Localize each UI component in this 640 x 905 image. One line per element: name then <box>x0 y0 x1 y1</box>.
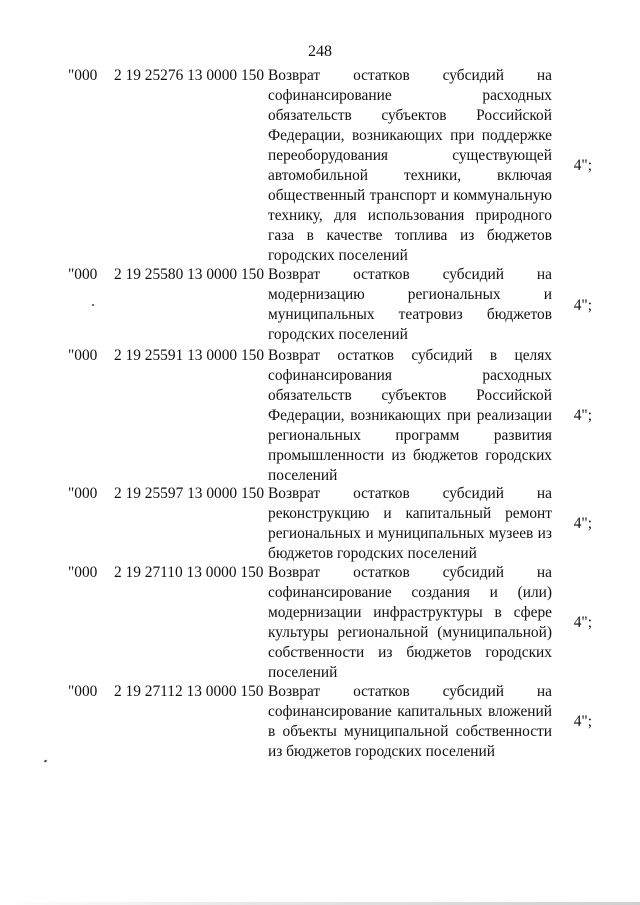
table-row <box>0 484 640 563</box>
row-amount: 4"; <box>573 713 592 730</box>
table-row <box>0 66 640 265</box>
row-prefix: "000 <box>68 347 98 364</box>
row-description: Возврат остатков субсидий на софинансирование капитальных вложений в объекты муниципальной собственности из бюджетов городских поселений <box>268 683 552 760</box>
budget-code: 2 19 27112 13 0000 150 <box>114 683 264 700</box>
row-prefix: "000 <box>68 67 98 84</box>
row-amount: 4"; <box>573 296 592 314</box>
row-description: Возврат остатков субсидий на софинансирование создания и (или) модернизации инфраструктуры в сфере культуры региональной (муниципальной) собственности из бюджетов городских поселений <box>268 564 552 681</box>
row-description: Возврат остатков субсидий на софинансирование расходных обязательств субъектов Российской Федерации, возникающих при поддержке переоборудования существующей автомобильной техники, включая общественный транспорт и коммунальную технику, для использования природного газа в качестве топлива из бюджетов городских поселений <box>268 67 552 264</box>
budget-code: 2 19 25597 13 0000 150 <box>114 485 265 502</box>
budget-code: 2 19 25580 13 0000 150 <box>114 266 265 283</box>
row-description: Возврат остатков субсидий в целях софинансирования расходных обязательств субъектов Российской Федерации, возникающих при реализации региональных программ развития промышленности из бюджетов городских поселений <box>268 347 552 484</box>
budget-code-table <box>0 66 640 762</box>
scan-speck <box>44 759 48 762</box>
row-amount: 4"; <box>573 407 592 424</box>
row-amount: 4"; <box>573 515 592 532</box>
row-amount: 4"; <box>573 157 592 174</box>
row-prefix: "000 <box>68 266 98 283</box>
budget-code: 2 19 25591 13 0000 150 <box>114 347 265 364</box>
table-row <box>0 265 640 346</box>
row-amount: 4"; <box>573 614 592 631</box>
table-row <box>0 346 640 484</box>
budget-code: 2 19 25276 13 0000 150 <box>114 67 265 84</box>
row-prefix: "000 <box>68 564 98 581</box>
budget-code: 2 19 27110 13 0000 150 <box>114 564 264 581</box>
table-row <box>0 682 640 762</box>
table-row <box>0 563 640 682</box>
row-description: Возврат остатков субсидий на модернизацию региональных и муниципальных театровиз бюджетов городских поселений <box>268 266 552 343</box>
row-prefix: "000 <box>68 683 98 700</box>
page-number: 248 <box>308 43 332 60</box>
scan-speck <box>92 304 94 306</box>
row-prefix: "000 <box>68 485 98 502</box>
row-description: Возврат остатков субсидий на реконструкцию и капитальный ремонт региональных и муниципальных музеев из бюджетов городских поселений <box>268 485 552 562</box>
